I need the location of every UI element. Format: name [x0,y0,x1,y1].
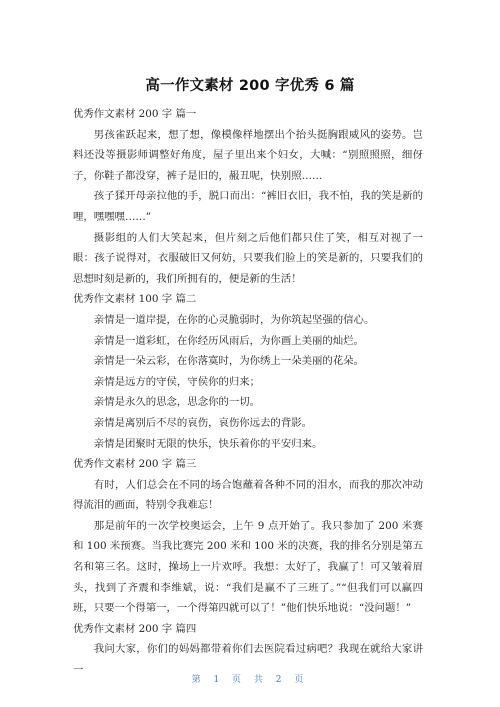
page-number-footer: 第 1 页 共 2 页 [191,675,309,685]
list-line: 亲情是一道岸提，在你的心灵脆弱时，为你筑起坚强的信心。 [93,313,375,326]
list-line: 亲情是离别后不尽的哀伤，哀伤你远去的背影。 [93,416,312,429]
paragraph: 男孩雀跃起来，想了想，像模像样地摆出个抬头挺胸跟威风的姿势。岂料还没等摄影师调整好角度，屋子里出来个妇女，大喊：“别照照照，细伢子，你鞋子都没穿，裤子是旧的，赧丑呢，快别照…… [73,128,423,182]
section-heading: 优秀作文素材 200 字 篇三 [73,458,197,471]
document-body [73,104,423,681]
section-heading: 优秀作文素材 200 字 篇四 [73,622,197,635]
list-line: 亲情是远方的守侯，守侯你的归来； [93,375,261,388]
paragraph: 那是前年的一次学校奥运会，上午 9 点开始了。我只参加了 200 米赛和 100 米预赛。当我比赛完 200 米和 100 米的决赛，我的排名分别是第五名和第三名。这时，操场上一片欢呼。我想：太好了，我赢了！可又皱着眉头，找到了齐震和李维斌，说：“我们是赢不了三班了。”“但我们可以赢四班，只要一个得第一，一个得第四就可以了！”他们快乐地说：“没问题！” [73,519,423,615]
list-line: 亲情是一道彩虹，在你经历风雨后，为你画上美丽的灿烂。 [93,334,364,347]
paragraph: 摄影组的人们大笑起来，但片刻之后他们都只住了笑，相互对视了一眼：孩子说得对，衣服破旧又何妨，只要我们脸上的笑是新的，只要我们的思想时刻是新的，我们所拥有的，便是新的生活！ [73,231,423,285]
document-title: 高一作文素材 200 字优秀 6 篇 [145,78,355,94]
paragraph: 我问大家，你们的妈妈都带着你们去医院看过病吧？我现在就给大家讲一 [73,643,423,677]
section-heading: 优秀作文素材 100 字 篇二 [73,293,197,306]
section-heading: 优秀作文素材 200 字 篇一 [73,108,197,120]
paragraph: 有时，人们总会在不同的场合饱蘸着各种不同的泪水，而我的那次冲动得流泪的画面，特别令我难忘！ [73,478,423,512]
list-line: 亲情是一朵云彩，在你落寞时，为你绣上一朵美丽的花朵。 [93,355,364,368]
list-line: 亲情是团聚时无限的快乐，快乐着你的平安归来。 [93,437,323,450]
paragraph: 孩子猱开母亲拉他的手，脱口而出：“裤旧衣旧，我不怕，我的笑是新的哩，嘿嘿嘿……” [73,190,423,223]
list-line: 亲情是永久的思念，思念你的一切。 [93,396,261,409]
